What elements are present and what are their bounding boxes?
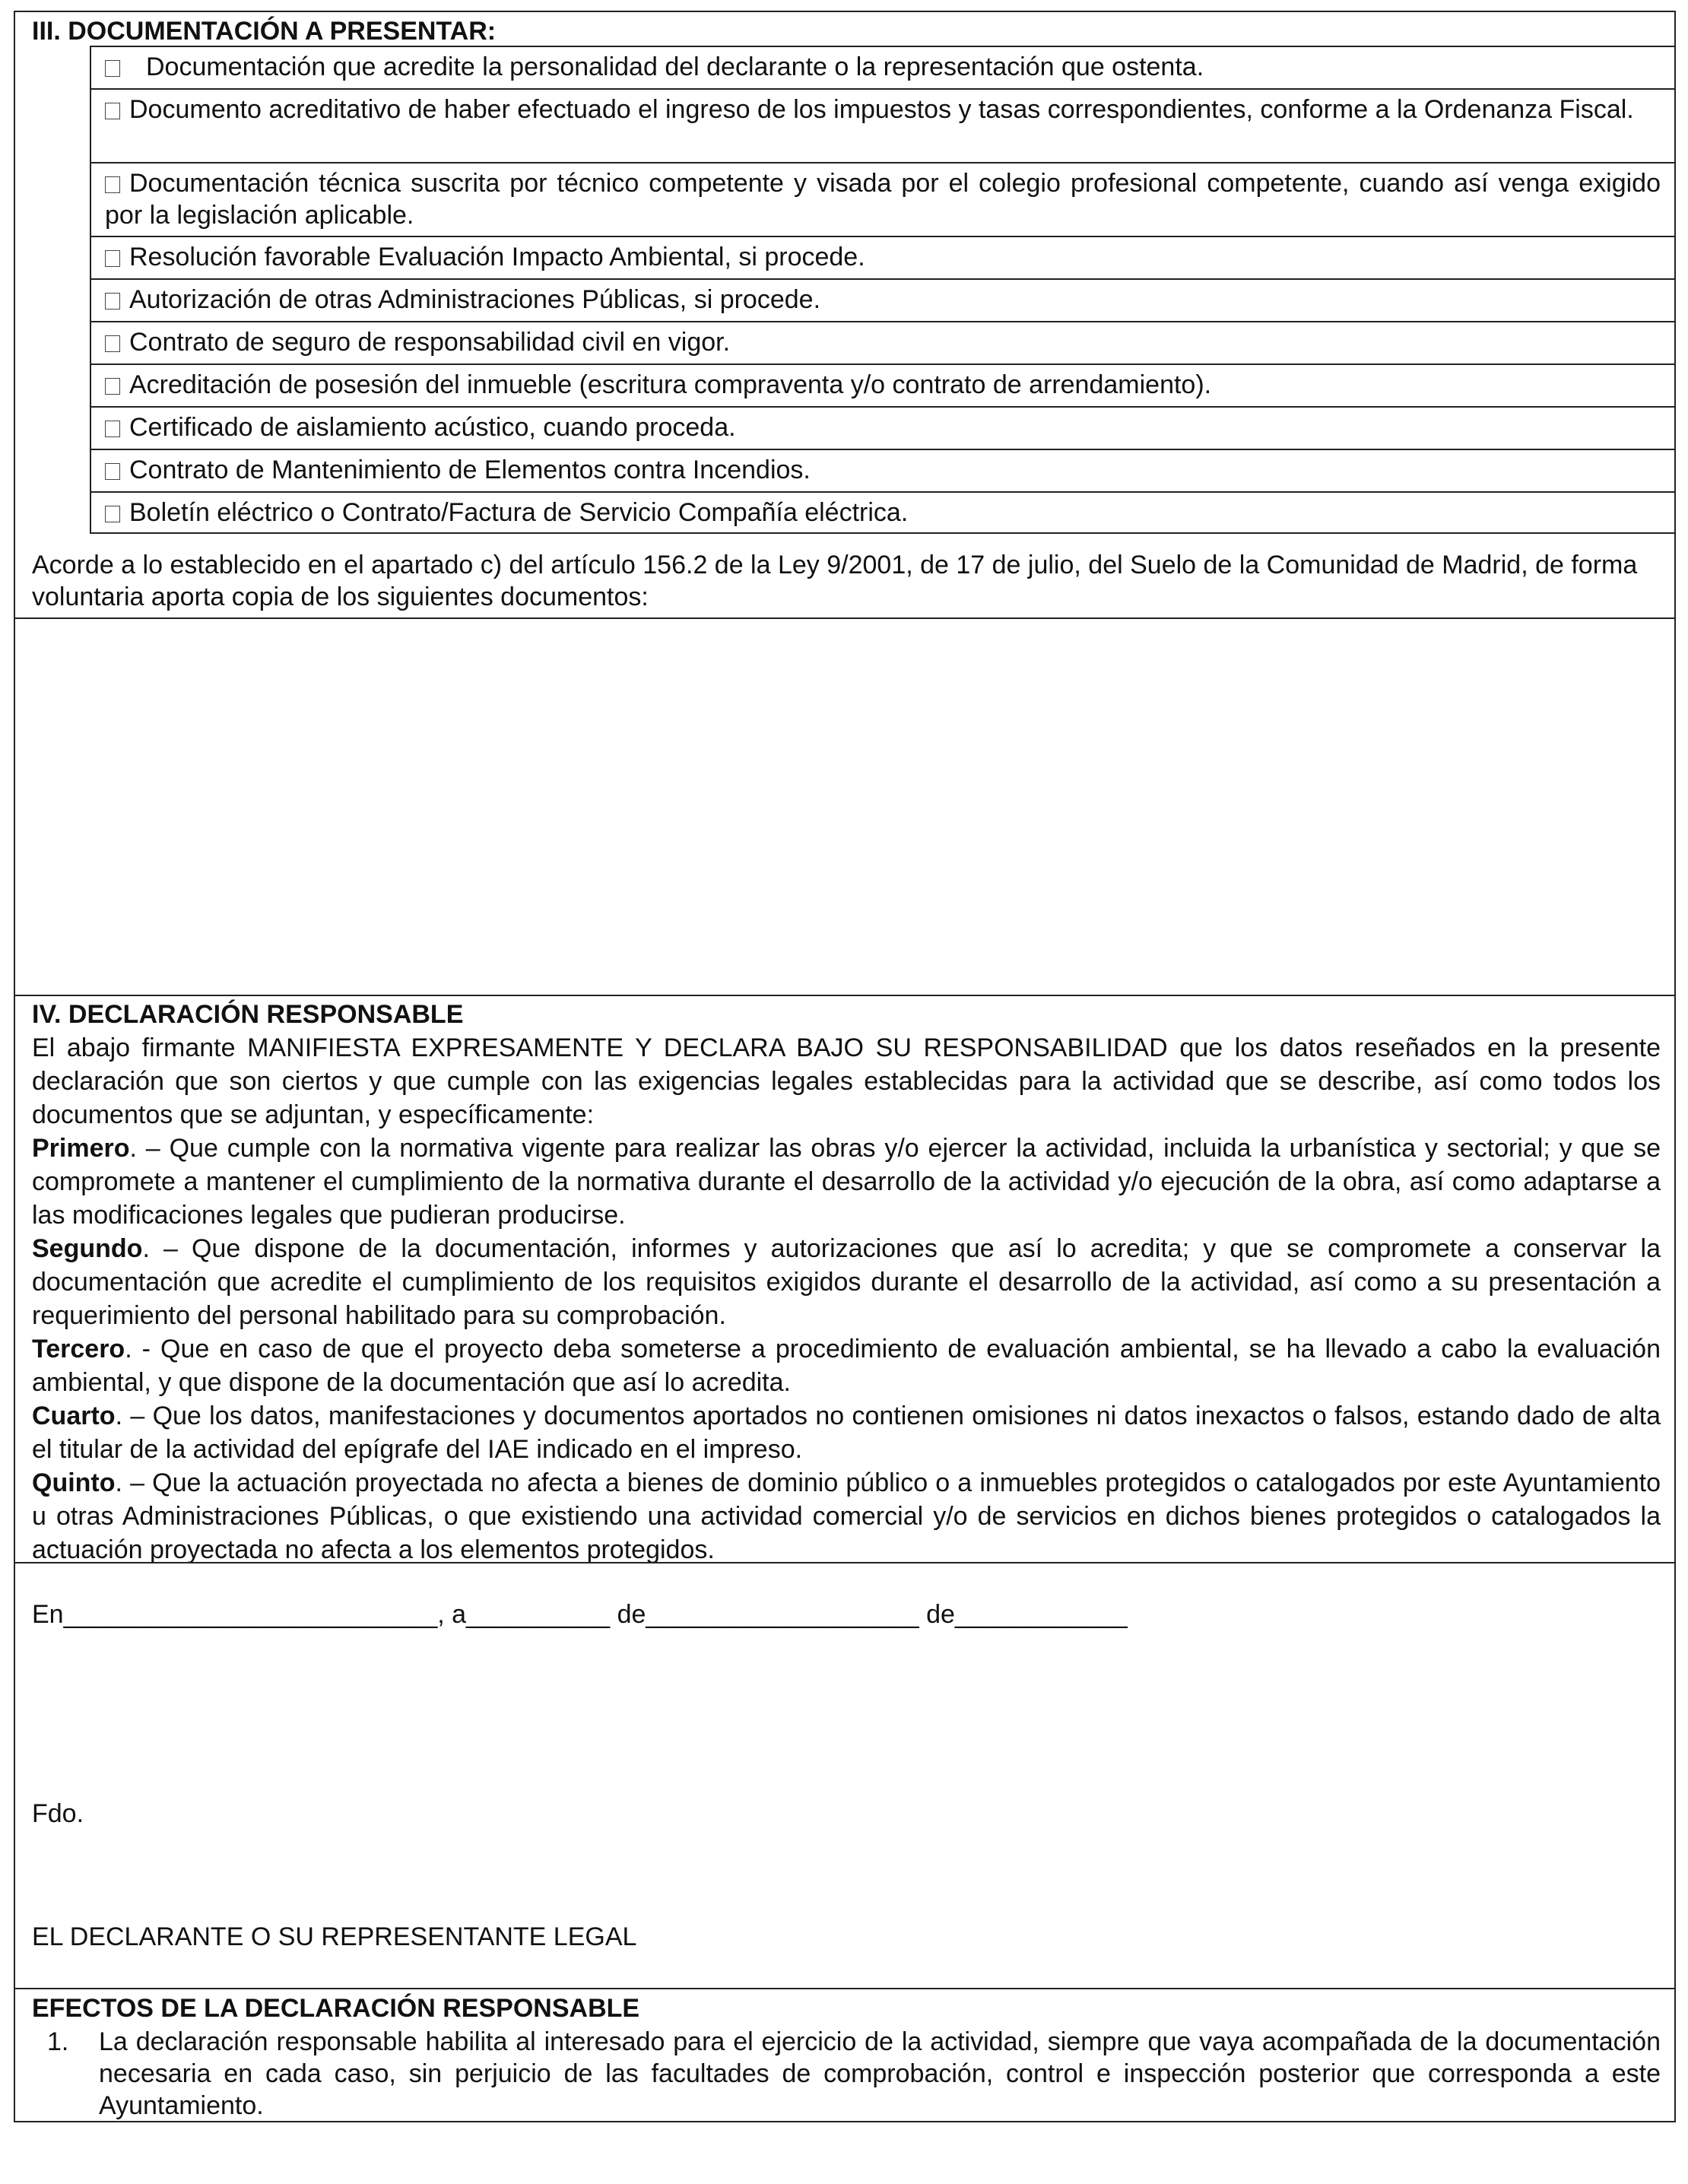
voluntary-documents-text: Acorde a lo establecido en el apartado c) del artículo 156.2 de la Ley 9/2001, de 17 de julio, del Suelo de la Comunidad de Madrid, de forma voluntaria aporta copia de los siguientes documentos: xyxy=(32,551,1638,611)
checkbox[interactable] xyxy=(105,176,120,193)
doc-item: Acreditación de posesión del inmueble (escritura compraventa y/o contrato de arrendamiento). xyxy=(90,363,1676,406)
clause: Cuarto. – Que los datos, manifestaciones y documentos aportados no contienen omisiones ni datos inexactos o falsos, estando dado de alta el titular de la actividad del epígrafe del IAE indicado en el impreso. xyxy=(32,1402,1661,1464)
doc-item: Autorización de otras Administraciones Públicas, si procede. xyxy=(90,278,1676,321)
doc-item: Contrato de seguro de responsabilidad civil en vigor. xyxy=(90,321,1676,363)
doc-item: Certificado de aislamiento acústico, cuando proceda. xyxy=(90,406,1676,449)
declarant-label: EL DECLARANTE O SU REPRESENTANTE LEGAL xyxy=(32,1922,637,1951)
doc-item: Boletín eléctrico o Contrato/Factura de Servicio Compañía eléctrica. xyxy=(90,491,1676,534)
checkbox[interactable] xyxy=(105,421,120,437)
checkbox[interactable] xyxy=(105,506,120,522)
doc-item: Resolución favorable Evaluación Impacto Ambiental, si procede. xyxy=(90,236,1676,278)
list-item: 1. La declaración responsable habilita al interesado para el ejercicio de la actividad, siempre que vaya acompañada de la documentación necesaria en cada caso, sin perjuicio de las facultades de comprobación, control e inspección posterior que corresponda a este Ayuntamiento. xyxy=(47,2027,1661,2120)
section-documentation xyxy=(15,12,1674,544)
checkbox[interactable] xyxy=(105,335,120,352)
declaration-intro: El abajo firmante MANIFIESTA EXPRESAMENTE Y DECLARA BAJO SU RESPONSABILIDAD que los datos reseñados en la presente declaración que son ciertos y que cumple con las exigencias legales establecidas para la actividad que se describe, así como todos los documentos que se adjuntan, y específicamente: xyxy=(32,1033,1661,1129)
documentation-list xyxy=(90,46,1676,534)
checkbox[interactable] xyxy=(105,60,120,77)
signature-label: Fdo. xyxy=(32,1799,84,1828)
divider xyxy=(15,1562,1674,1563)
doc-item: Documentación técnica suscrita por técnico competente y visada por el colegio profesional competente, cuando así venga exigido por la legislación aplicable. xyxy=(90,162,1676,236)
section-effects xyxy=(32,1992,1661,2122)
divider xyxy=(15,617,1674,619)
doc-item: Contrato de Mantenimiento de Elementos contra Incendios. xyxy=(90,449,1676,491)
divider xyxy=(15,995,1674,996)
form-frame xyxy=(14,11,1676,2122)
divider xyxy=(15,1988,1674,1989)
checkbox[interactable] xyxy=(105,103,120,119)
clause: Segundo. – Que dispone de la documentación, informes y autorizaciones que así lo acredita; y que se compromete a conservar la documentación que acredite el cumplimiento de los requisitos exigidos durante el desarrollo de la actividad, así como a su presentación a requerimiento del personal habilitado para su comprobación. xyxy=(32,1234,1661,1330)
doc-item: Documento acreditativo de haber efectuado el ingreso de los impuestos y tasas correspondientes, conforme a la Ordenanza Fiscal. xyxy=(90,88,1676,162)
clause: Quinto. – Que la actuación proyectada no afecta a bienes de dominio público o a inmuebles protegidos o catalogados por este Ayuntamiento u otras Administraciones Públicas, o que existiendo una actividad comercial y/o de servicios en dichos bienes protegidos o catalogados la actuación proyectada no afecta a los elementos protegidos. xyxy=(32,1468,1661,1564)
section-4-title: IV. DECLARACIÓN RESPONSABLE xyxy=(32,1000,464,1029)
doc-item: Documentación que acredite la personalidad del declarante o la representación que ostenta. xyxy=(90,46,1676,88)
checkbox[interactable] xyxy=(105,293,120,310)
clause: Tercero. - Que en caso de que el proyecto deba someterse a procedimiento de evaluación ambiental, se ha llevado a cabo la evaluación ambiental, y que dispone de la documentación que así lo acredita. xyxy=(32,1335,1661,1397)
section-3-title: III. DOCUMENTACIÓN A PRESENTAR: xyxy=(32,17,497,46)
place-date-line[interactable]: En__________________________, a__________ de___________________ de____________ xyxy=(32,1600,1128,1629)
section-declaration xyxy=(32,998,1661,1567)
clause: Primero. – Que cumple con la normativa vigente para realizar las obras y/o ejercer la actividad, incluida la urbanística y sectorial; y que se compromete a mantener el cumplimiento de la normativa durante el desarrollo de la actividad y/o ejecución de la obra, así como adaptarse a las modificaciones legales que pudieran producirse. xyxy=(32,1134,1661,1230)
checkbox[interactable] xyxy=(105,378,120,395)
checkbox[interactable] xyxy=(105,250,120,267)
checkbox[interactable] xyxy=(105,463,120,480)
effects-title: EFECTOS DE LA DECLARACIÓN RESPONSABLE xyxy=(32,1994,640,2023)
